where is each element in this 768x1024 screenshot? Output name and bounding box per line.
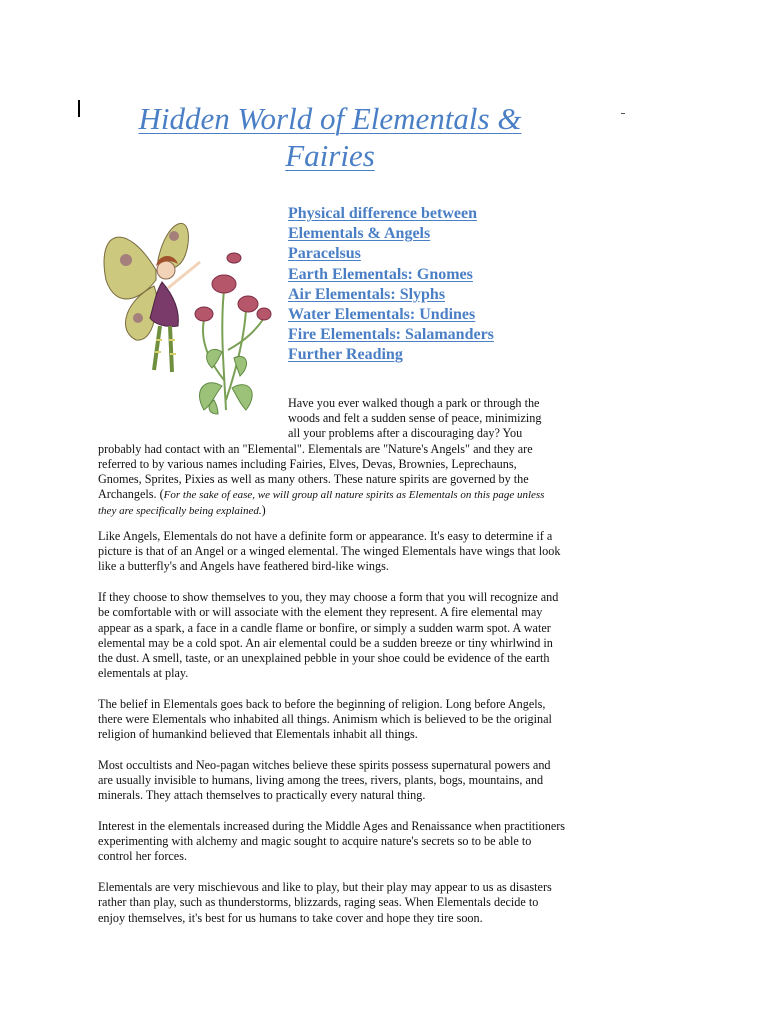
toc-link-air-elementals[interactable]: Air Elementals: Slyphs	[288, 285, 446, 303]
paragraph-history: The belief in Elementals goes back to before the beginning of religion. Long before Angels, there were Elementals who inhabited all things. Animism which is believed to be the original religion of humankind believed that Elementals inhabit all things.	[98, 696, 552, 742]
paragraph-appearance: If they choose to show themselves to you, they may choose a form that you will recognize and be comfortable with or will associate with the element they represent. A fire elemental may appear as a spark, a face in a candle flame or bonfire, or simply a sudden warm spot. A water elemental may be a cold spot. An air elemental could be a sudden breeze or tiny whirlwind in the dust. A smell, taste, or an unexplained pebble in your shoe could be evidence of the earth elementals at play.	[98, 590, 559, 681]
toc-link-physical-difference[interactable]: Physical difference between	[288, 205, 477, 222]
toc-link-fire-elementals[interactable]: Fire Elementals: Salamanders	[288, 326, 494, 344]
paragraph-mischievous: Elementals are very mischievous and like to play, but their play may appear to us as disasters rather than play, such as thunderstorms, blizzards, raging seas. When Elementals decide to enjoy themselves, it's best for us humans to take cover and hope they tire soon.	[98, 880, 552, 925]
table-of-contents	[288, 204, 494, 366]
toc-link-further-reading[interactable]: Further Reading	[288, 346, 403, 364]
intro-text: Have you ever walked though a park or through the woods and felt a sudden sense of peace, minimizing all your problems after a discouraging day? You probably had contact with an "Elemental". Elementals are "Nature's Angels" and they are referred to by various names including Fairies, Elves, Devas, Brownies, Leprechauns, Gnomes, Sprites, Pixies as well as many others. These nature spirits are governed by the Archangels. (	[98, 396, 542, 502]
intro-close: )	[261, 503, 266, 518]
intro-note: For the sake of ease, we will group all nature spirits as Elementals on this page unless they are specifically being explained.	[98, 489, 545, 518]
body-text	[98, 529, 568, 941]
text-cursor	[78, 100, 80, 117]
paragraph-middle-ages: Interest in the elementals increased during the Middle Ages and Renaissance when practitioners experimenting with alchemy and magic sought to acquire nature's secrets so to be able to control her forces.	[98, 819, 566, 864]
toc-link-paracelsus[interactable]: Paracelsus	[288, 245, 361, 263]
toc-link-water-elementals[interactable]: Water Elementals: Undines	[288, 306, 476, 324]
intro-paragraph	[98, 396, 554, 520]
toc-link-elementals-angels[interactable]: Elementals & Angels	[288, 225, 431, 243]
toc-link-earth-elementals[interactable]: Earth Elementals: Gnomes	[288, 265, 473, 283]
paragraph-forms: Like Angels, Elementals do not have a definite form or appearance. It's easy to determine if a picture is that of an Angel or a winged elemental. The winged Elementals have wings that look like a butterfly's and Angels have feathered bird-like wings.	[98, 529, 561, 574]
page-mark	[621, 113, 625, 114]
page-title: Hidden World of Elementals & Fairies	[138, 101, 522, 173]
paragraph-occultists: Most occultists and Neo-pagan witches believe these spirits possess supernatural powers and are usually invisible to humans, living among the trees, rivers, plants, bogs, mountains, and minerals. They attach themselves to practically every natural thing.	[98, 757, 551, 803]
fairy-illustration	[96, 200, 276, 420]
